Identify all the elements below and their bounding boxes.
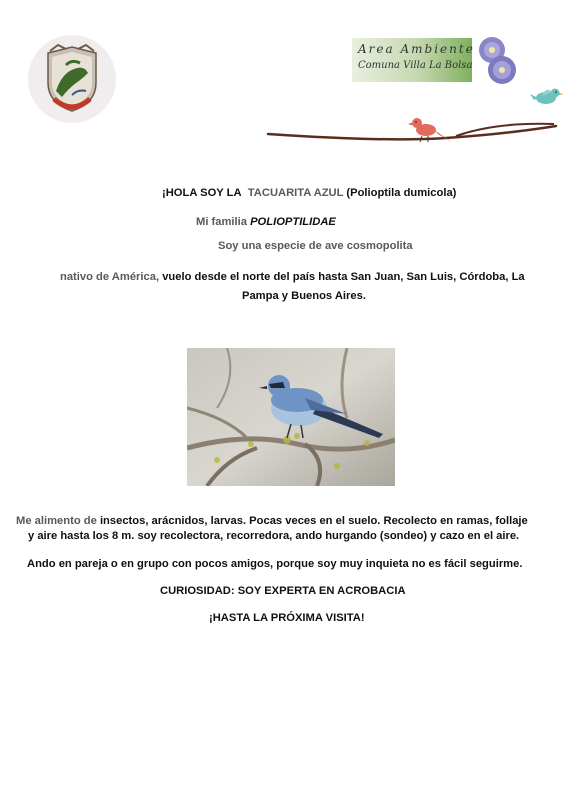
farewell-line: ¡HASTA LA PRÓXIMA VISITA! bbox=[209, 612, 365, 624]
species-line: Soy una especie de ave cosmopolita bbox=[218, 240, 413, 252]
family-name: POLIOPTILIDAE bbox=[250, 216, 336, 228]
range-line-2: Pampa y Buenos Aires. bbox=[242, 290, 366, 302]
diet-line-1a: Me alimento de bbox=[16, 515, 97, 527]
greeting-line bbox=[162, 187, 456, 199]
teal-bird-icon bbox=[528, 84, 568, 110]
seal-emblem-icon bbox=[32, 39, 112, 119]
curiosity-line: CURIOSIDAD: SOY EXPERTA EN ACROBACIA bbox=[160, 585, 406, 597]
tacuarita-azul-photo bbox=[187, 348, 395, 486]
flower-icon bbox=[468, 34, 520, 86]
behavior-line: Ando en pareja o en grupo con pocos amigos, porque soy muy inquieta no es fácil seguirme. bbox=[27, 558, 523, 570]
diet-line-1b: insectos, arácnidos, larvas. Pocas veces en el suelo. Recolecto en ramas, follaje bbox=[99, 515, 528, 527]
scientific-name: (Polioptila dumicola) bbox=[346, 187, 457, 199]
logo-title: Area Ambiente bbox=[358, 42, 475, 56]
bird-photo-illustration bbox=[187, 348, 395, 486]
range-line-1a: nativo de América, bbox=[60, 271, 160, 283]
diet-line-1 bbox=[16, 515, 528, 527]
family-line bbox=[196, 216, 336, 228]
range-line-1 bbox=[60, 271, 525, 283]
bird-name: TACUARITA AZUL bbox=[247, 187, 344, 199]
family-label: Mi familia bbox=[196, 216, 247, 228]
range-line-1b: vuelo desde el norte del país hasta San Juan, San Luis, Córdoba, La bbox=[162, 271, 525, 283]
branch-decoration bbox=[266, 112, 560, 156]
logo-subtitle: Comuna Villa La Bolsa bbox=[358, 60, 473, 71]
greeting-prefix: ¡HOLA SOY LA bbox=[162, 187, 242, 199]
area-ambiente-logo bbox=[352, 34, 518, 86]
diet-line-2: y aire hasta los 8 m. soy recolectora, recorredora, ando hurgando (sondeo) y cazo en el aire. bbox=[28, 530, 520, 542]
comuna-seal-logo bbox=[28, 35, 116, 123]
